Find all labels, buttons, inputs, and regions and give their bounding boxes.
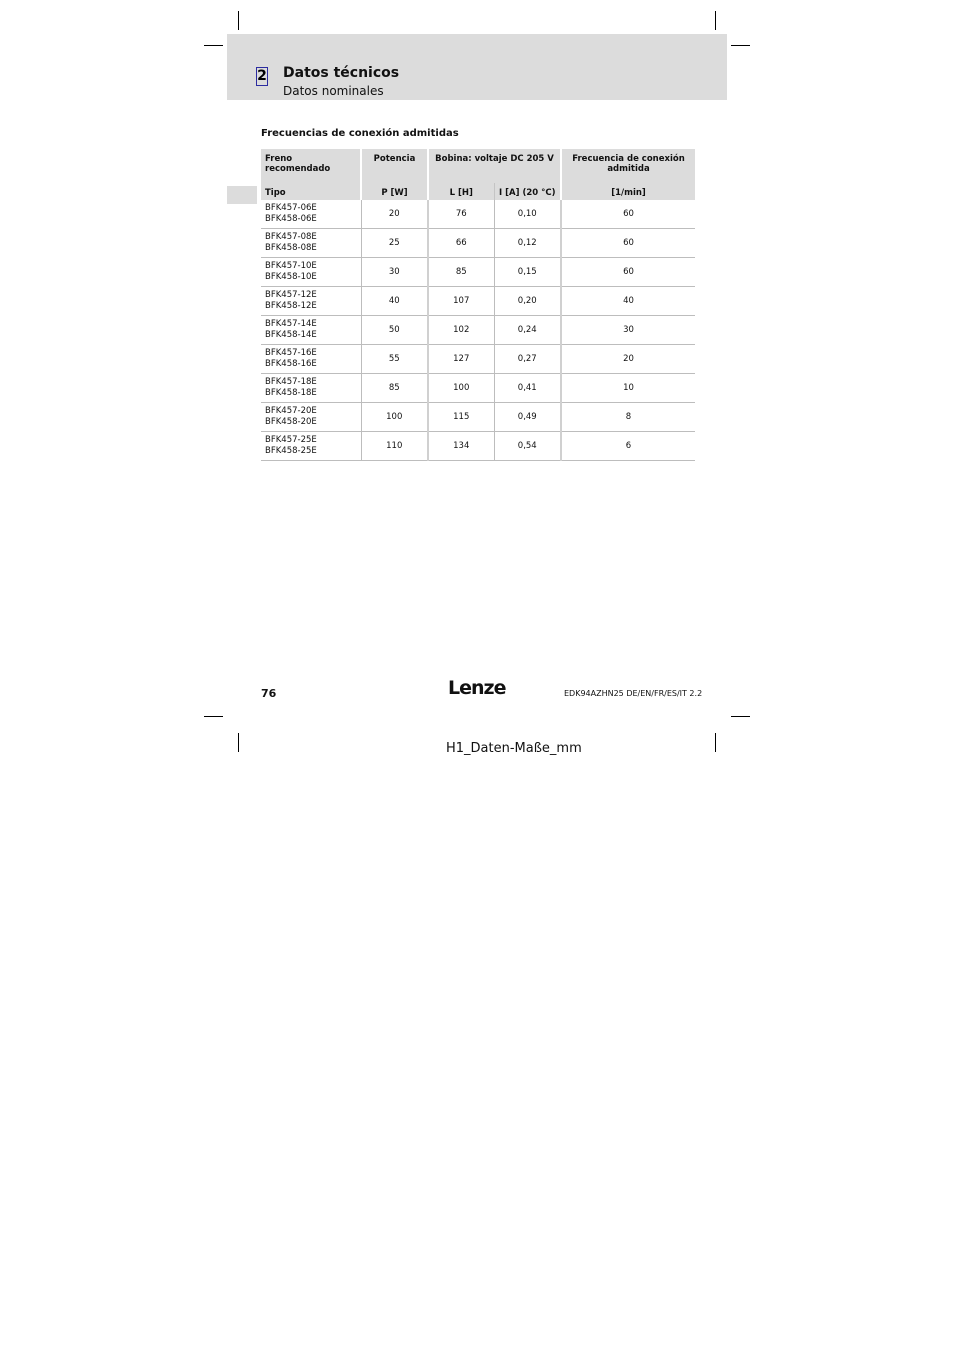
cell-inductance: 66 bbox=[428, 229, 494, 258]
cell-current: 0,49 bbox=[494, 403, 561, 432]
table-row bbox=[261, 287, 695, 316]
cell-frequency: 40 bbox=[561, 287, 695, 316]
cell-inductance: 115 bbox=[428, 403, 494, 432]
chapter-title: Datos técnicos bbox=[283, 65, 400, 81]
table-row bbox=[261, 229, 695, 258]
cell-type bbox=[261, 229, 361, 258]
cell-frequency: 60 bbox=[561, 258, 695, 287]
cell-power: 100 bbox=[361, 403, 428, 432]
cell-type bbox=[261, 200, 361, 229]
cell-frequency: 60 bbox=[561, 200, 695, 229]
cell-power: 30 bbox=[361, 258, 428, 287]
chapter-subtitle: Datos nominales bbox=[283, 84, 384, 98]
cell-type bbox=[261, 287, 361, 316]
cell-current: 0,20 bbox=[494, 287, 561, 316]
cell-current: 0,27 bbox=[494, 345, 561, 374]
header-type: Tipo bbox=[261, 183, 361, 200]
cell-inductance: 100 bbox=[428, 374, 494, 403]
cell-current: 0,24 bbox=[494, 316, 561, 345]
cell-power: 50 bbox=[361, 316, 428, 345]
cell-type bbox=[261, 403, 361, 432]
table-row bbox=[261, 374, 695, 403]
header-power: Potencia bbox=[361, 149, 428, 183]
switching-frequency-table bbox=[261, 149, 695, 461]
section-title: Frecuencias de conexión admitidas bbox=[261, 128, 459, 139]
cell-current: 0,12 bbox=[494, 229, 561, 258]
cell-frequency: 8 bbox=[561, 403, 695, 432]
type-line-1: BFK457-10E bbox=[265, 261, 317, 271]
lenze-logo: Lenze bbox=[448, 677, 506, 699]
header-frequency-unit: [1/min] bbox=[561, 183, 695, 200]
table-row bbox=[261, 432, 695, 461]
type-line-1: BFK457-12E bbox=[265, 290, 317, 300]
cell-power: 110 bbox=[361, 432, 428, 461]
crop-mark bbox=[204, 45, 223, 46]
cell-current: 0,41 bbox=[494, 374, 561, 403]
file-label: H1_Daten-Maße_mm bbox=[446, 741, 582, 756]
cell-frequency: 20 bbox=[561, 345, 695, 374]
cell-frequency: 6 bbox=[561, 432, 695, 461]
cell-inductance: 127 bbox=[428, 345, 494, 374]
cell-power: 20 bbox=[361, 200, 428, 229]
cell-frequency: 60 bbox=[561, 229, 695, 258]
crop-mark bbox=[731, 45, 750, 46]
type-line-2: BFK458-25E bbox=[265, 446, 317, 456]
cell-inductance: 102 bbox=[428, 316, 494, 345]
cell-type bbox=[261, 258, 361, 287]
table-row bbox=[261, 403, 695, 432]
type-line-1: BFK457-18E bbox=[265, 377, 317, 387]
cell-current: 0,15 bbox=[494, 258, 561, 287]
crop-mark bbox=[715, 733, 716, 752]
type-line-1: BFK457-14E bbox=[265, 319, 317, 329]
cell-inductance: 85 bbox=[428, 258, 494, 287]
cell-frequency: 10 bbox=[561, 374, 695, 403]
crop-mark bbox=[238, 733, 239, 752]
type-line-2: BFK458-06E bbox=[265, 214, 317, 224]
type-line-1: BFK457-16E bbox=[265, 348, 317, 358]
cell-current: 0,54 bbox=[494, 432, 561, 461]
type-line-2: BFK458-20E bbox=[265, 417, 317, 427]
type-line-2: BFK458-18E bbox=[265, 388, 317, 398]
cell-type bbox=[261, 316, 361, 345]
cell-inductance: 134 bbox=[428, 432, 494, 461]
cell-inductance: 76 bbox=[428, 200, 494, 229]
header-coil: Bobina: voltaje DC 205 V bbox=[428, 149, 561, 183]
cell-frequency: 30 bbox=[561, 316, 695, 345]
side-tab bbox=[227, 186, 257, 204]
type-line-2: BFK458-16E bbox=[265, 359, 317, 369]
type-line-2: BFK458-08E bbox=[265, 243, 317, 253]
cell-inductance: 107 bbox=[428, 287, 494, 316]
header-current-unit: I [A] (20 °C) bbox=[494, 183, 561, 200]
type-line-2: BFK458-10E bbox=[265, 272, 317, 282]
table-header-row bbox=[261, 149, 695, 183]
cell-type bbox=[261, 432, 361, 461]
cell-type bbox=[261, 374, 361, 403]
type-line-1: BFK457-06E bbox=[265, 203, 317, 213]
crop-mark bbox=[238, 11, 239, 30]
chapter-number: 2 bbox=[257, 68, 267, 84]
table-header-row bbox=[261, 183, 695, 200]
cell-current: 0,10 bbox=[494, 200, 561, 229]
crop-mark bbox=[204, 716, 223, 717]
header-power-unit: P [W] bbox=[361, 183, 428, 200]
document-code: EDK94AZHN25 DE/EN/FR/ES/IT 2.2 bbox=[564, 689, 703, 698]
crop-mark bbox=[715, 11, 716, 30]
cell-power: 55 bbox=[361, 345, 428, 374]
page-number: 76 bbox=[261, 687, 277, 700]
table-row bbox=[261, 258, 695, 287]
table-row bbox=[261, 316, 695, 345]
header-inductance-unit: L [H] bbox=[428, 183, 494, 200]
type-line-1: BFK457-25E bbox=[265, 435, 317, 445]
type-line-1: BFK457-08E bbox=[265, 232, 317, 242]
table-row bbox=[261, 200, 695, 229]
cell-power: 40 bbox=[361, 287, 428, 316]
header-brake: Freno recomendado bbox=[261, 149, 361, 183]
cell-power: 85 bbox=[361, 374, 428, 403]
type-line-1: BFK457-20E bbox=[265, 406, 317, 416]
cell-power: 25 bbox=[361, 229, 428, 258]
crop-mark bbox=[731, 716, 750, 717]
type-line-2: BFK458-14E bbox=[265, 330, 317, 340]
table-row bbox=[261, 345, 695, 374]
cell-type bbox=[261, 345, 361, 374]
type-line-2: BFK458-12E bbox=[265, 301, 317, 311]
header-frequency: Frecuencia de conexión admitida bbox=[561, 149, 695, 183]
